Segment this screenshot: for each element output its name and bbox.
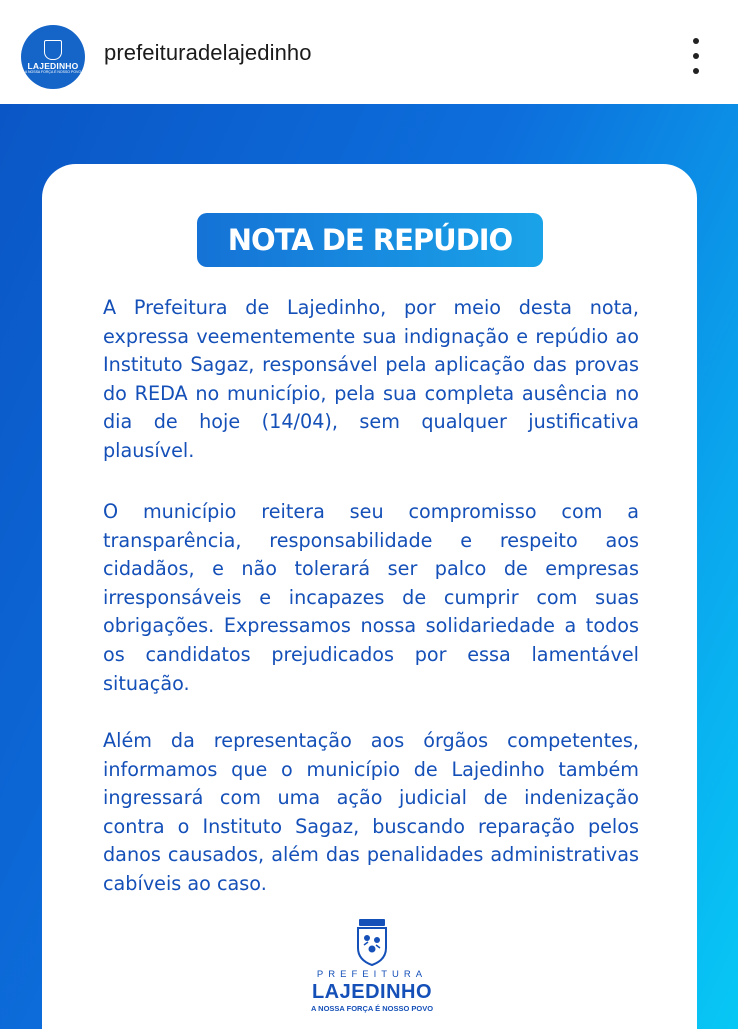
crest-icon — [355, 918, 389, 966]
paragraph-1: A Prefeitura de Lajedinho, por meio desta nota, expressa veementemente sua indignação e repúdio ao Instituto Sagaz, responsável pela aplicação das provas do REDA no município, pela sua completa ausência no dia de hoje (14/04), sem qualquer justificativa plausível. — [103, 296, 639, 462]
municipality-logo — [292, 918, 452, 1029]
logo-name: LAJEDINHO — [311, 980, 433, 1003]
more-options-icon[interactable] — [682, 38, 710, 74]
dot — [693, 53, 699, 59]
logo-slogan: A NOSSA FORÇA É NOSSO POVO — [310, 1003, 434, 1013]
paragraph-3: Além da representação aos órgãos competentes, informamos que o município de Lajedinho também ingressará com uma ação judicial de indenização contra o Instituto Sagaz, buscando reparação pelos danos causados, além das penalidades administrativas cabíveis ao caso. — [103, 729, 639, 895]
dot — [693, 68, 699, 74]
avatar-name: LAJEDINHO — [27, 60, 79, 71]
dot — [693, 38, 699, 44]
note-card — [42, 164, 697, 1029]
note-title: NOTA DE REPÚDIO — [227, 223, 513, 257]
post-header — [0, 0, 738, 104]
profile-avatar[interactable] — [21, 25, 85, 89]
crest-icon — [44, 40, 62, 60]
logo-prefix: PREFEITURA — [316, 969, 428, 980]
avatar-tagline: A NOSSA FORÇA É NOSSO POVO — [24, 70, 82, 74]
post-image[interactable] — [0, 104, 738, 1029]
username-link[interactable]: prefeituradelajedinho — [104, 40, 312, 65]
title-banner — [197, 213, 543, 267]
paragraph-2: O município reitera seu compromisso com a transparência, responsabilidade e respeito aos cidadãos, e não tolerará ser palco de empresas irresponsáveis e incapazes de cumprir com suas obrigações. Expressamos nossa solidariedade a todos os candidatos prejudicados por essa lamentável situação. — [103, 500, 639, 695]
